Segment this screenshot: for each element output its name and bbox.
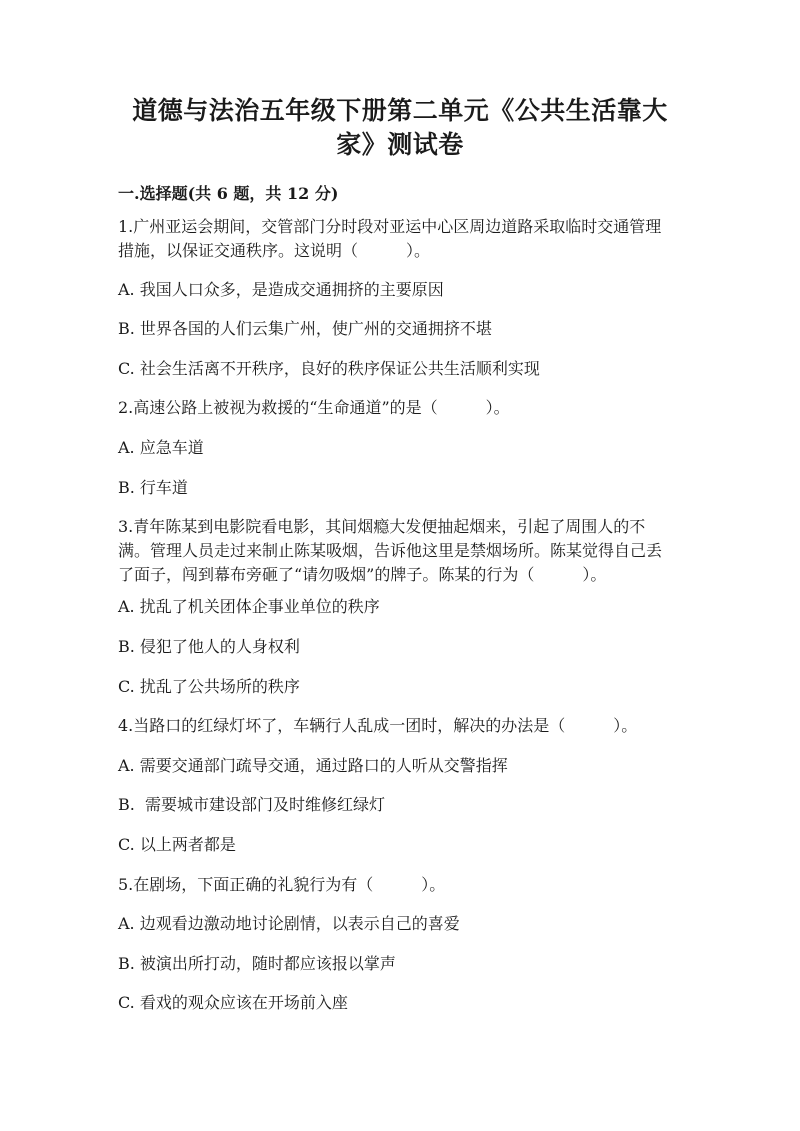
question-1-option-a: A. 我国人口众多，是造成交通拥挤的主要原因 (118, 280, 444, 299)
question-1-option-b: B. 世界各国的人们云集广州，使广州的交通拥挤不堪 (118, 319, 492, 338)
question-4-stem: 4.当路口的红绿灯坏了，车辆行人乱成一团时，解决的办法是（ ）。 (118, 716, 638, 735)
question-4-option-b: B. 需要城市建设部门及时维修红绿灯 (118, 795, 386, 814)
question-4-option-c: C. 以上两者都是 (118, 835, 236, 854)
question-stem-line: 了面子，闯到幕布旁砸了“请勿吸烟”的牌子。陈某的行为（ ）。 (118, 565, 607, 584)
question-5-stem: 5.在剧场，下面正确的礼貌行为有（ ）。 (118, 875, 446, 894)
question-stem-line: 3.青年陈某到电影院看电影，其间烟瘾大发便抽起烟来，引起了周围人的不 (118, 517, 646, 536)
question-3-option-c: C. 扰乱了公共场所的秩序 (118, 677, 300, 696)
question-2-option-b: B. 行车道 (118, 478, 188, 497)
title-line-1: 道德与法治五年级下册第二单元《公共生活靠大 (132, 96, 668, 125)
section-heading: 一.选择题(共 6 题，共 12 分) (118, 184, 339, 203)
question-5-option-c: C. 看戏的观众应该在开场前入座 (118, 993, 348, 1012)
question-2-option-a: A. 应急车道 (118, 438, 204, 457)
page-title (100, 94, 700, 162)
question-2-stem: 2.高速公路上被视为救援的“生命通道”的是（ ）。 (118, 398, 510, 417)
title-line-2: 家》测试卷 (336, 130, 464, 159)
question-3-option-a: A. 扰乱了机关团体企事业单位的秩序 (118, 597, 380, 616)
question-stem-line: 1.广州亚运会期间，交管部门分时段对亚运中心区周边道路采取临时交通管理 (118, 217, 662, 236)
question-3-stem (118, 515, 683, 587)
question-stem-line: 措施，以保证交通秩序。这说明（ ）。 (118, 241, 431, 260)
question-5-option-b: B. 被演出所打动，随时都应该报以掌声 (118, 954, 396, 973)
question-5-option-a: A. 边观看边激动地讨论剧情，以表示自己的喜爱 (118, 914, 460, 933)
question-1-option-c: C. 社会生活离不开秩序，良好的秩序保证公共生活顺利实现 (118, 359, 540, 378)
question-3-option-b: B. 侵犯了他人的人身权利 (118, 637, 300, 656)
question-stem-line: 满。管理人员走过来制止陈某吸烟，告诉他这里是禁烟场所。陈某觉得自己丢 (118, 541, 663, 560)
question-1-stem (118, 215, 683, 263)
question-4-option-a: A. 需要交通部门疏导交通，通过路口的人听从交警指挥 (118, 756, 508, 775)
